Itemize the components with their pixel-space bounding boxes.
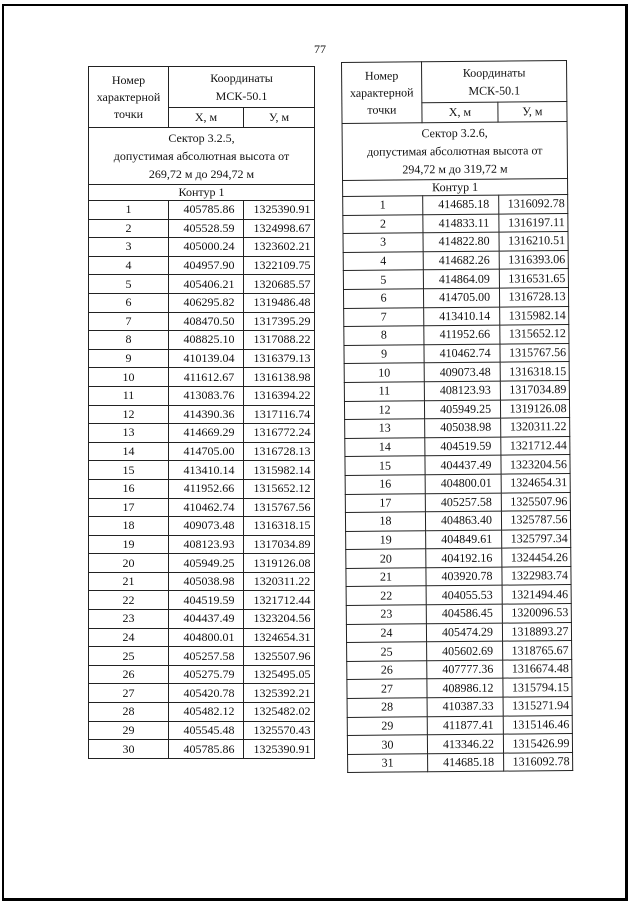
- table-row: [89, 721, 315, 740]
- y-value: 1323204.56: [501, 455, 570, 474]
- table-row: [343, 232, 568, 253]
- y-value: 1324654.31: [501, 473, 570, 492]
- table-row: [344, 380, 569, 401]
- y-value: 1324654.31: [244, 628, 315, 647]
- x-value: 411952.66: [424, 325, 500, 344]
- x-value: 411952.66: [169, 479, 244, 498]
- y-value: 1317088.22: [244, 331, 315, 350]
- x-value: 405545.48: [169, 721, 244, 740]
- point-number: 31: [348, 754, 428, 773]
- point-number: 13: [89, 424, 169, 443]
- x-value: 404863.40: [425, 511, 501, 530]
- table-row: [347, 697, 572, 718]
- table-row: [89, 405, 315, 424]
- table-row: [89, 275, 315, 294]
- table-row: [343, 287, 568, 308]
- x-value: 404519.59: [425, 437, 501, 456]
- x-value: 404519.59: [169, 591, 244, 610]
- table-row: [347, 678, 572, 699]
- point-number: 7: [344, 307, 424, 326]
- contour-label: Контур 1: [343, 179, 568, 197]
- point-number: 29: [347, 716, 427, 735]
- left-table-body: [89, 67, 315, 759]
- point-number-header: Номер характерной точки: [89, 67, 169, 128]
- point-number: 21: [346, 568, 426, 587]
- table-row: [348, 752, 573, 773]
- point-number: 12: [344, 400, 424, 419]
- table-row: [346, 604, 571, 625]
- point-number: 10: [89, 368, 169, 387]
- table-row: [89, 386, 315, 405]
- table-row: [345, 455, 570, 476]
- x-value: 405482.12: [169, 703, 244, 722]
- x-value: 407777.36: [427, 660, 503, 679]
- table-row: [89, 293, 315, 312]
- table-row: [89, 572, 315, 591]
- x-value: 408470.50: [169, 312, 244, 331]
- table-row: [344, 343, 569, 364]
- table-row: [343, 213, 568, 234]
- y-value: 1316210.51: [499, 232, 568, 251]
- x-value: 410462.74: [424, 344, 500, 363]
- point-number: 28: [347, 698, 427, 717]
- point-number: 19: [346, 530, 426, 549]
- point-number: 5: [343, 270, 423, 289]
- y-value: 1316197.11: [499, 213, 568, 232]
- y-value: 1317034.89: [244, 535, 315, 554]
- point-number: 30: [347, 735, 427, 754]
- y-value: 1322109.75: [244, 256, 315, 275]
- table-row: [347, 734, 572, 755]
- y-value: 1315794.15: [503, 678, 572, 697]
- point-number: 17: [89, 498, 169, 517]
- coordinates-title: Координаты: [462, 64, 526, 80]
- y-value: 1316092.78: [504, 752, 573, 771]
- point-number: 15: [89, 461, 169, 480]
- table-row: [89, 647, 315, 666]
- table-row: [347, 659, 572, 680]
- y-value: 1318765.67: [503, 641, 572, 660]
- x-value: 405257.58: [425, 493, 501, 512]
- point-number: 5: [89, 275, 169, 294]
- point-number: 1: [89, 201, 169, 220]
- y-value: 1325797.34: [502, 529, 571, 548]
- y-value: 1320685.57: [244, 275, 315, 294]
- y-value: 1319486.48: [244, 293, 315, 312]
- point-number: 14: [345, 438, 425, 457]
- point-number: 9: [89, 349, 169, 368]
- y-value: 1325507.96: [501, 492, 570, 511]
- coordinate-system: МСК-50.1: [468, 82, 521, 98]
- x-value: 405528.59: [169, 219, 244, 238]
- table-row: [89, 740, 315, 759]
- table-row: [343, 250, 568, 271]
- table-row: [89, 517, 315, 536]
- table-row: [345, 473, 570, 494]
- y-value: 1324454.26: [502, 548, 571, 567]
- y-value: 1316138.98: [244, 368, 315, 387]
- table-row: [89, 479, 315, 498]
- x-header: Х, м: [169, 108, 244, 128]
- point-number: 26: [89, 665, 169, 684]
- sector-line-2: допустимая абсолютная высота от: [366, 143, 543, 159]
- point-number: 8: [89, 331, 169, 350]
- table-row: [89, 312, 315, 331]
- y-value: 1315652.12: [244, 479, 315, 498]
- x-value: 410462.74: [169, 498, 244, 517]
- x-value: 405038.98: [425, 418, 501, 437]
- y-value: 1315652.12: [500, 325, 569, 344]
- point-number: 22: [346, 586, 426, 605]
- header-row-1: [89, 67, 315, 108]
- point-number: 21: [89, 572, 169, 591]
- y-value: 1325495.05: [244, 665, 315, 684]
- table-row: [345, 436, 570, 457]
- point-number: 7: [89, 312, 169, 331]
- table-row: [89, 461, 315, 480]
- x-value: 414833.11: [423, 214, 499, 233]
- x-value: 404192.16: [426, 548, 502, 567]
- point-number: 30: [89, 740, 169, 759]
- y-value: 1317034.89: [500, 380, 569, 399]
- y-value: 1321494.46: [502, 585, 571, 604]
- x-value: 414705.00: [423, 288, 499, 307]
- y-value: 1317116.74: [244, 405, 315, 424]
- y-value: 1323204.56: [244, 610, 315, 629]
- point-number: 16: [89, 479, 169, 498]
- y-value: 1320096.53: [502, 604, 571, 623]
- y-value: 1315982.14: [500, 306, 569, 325]
- point-number: 17: [345, 493, 425, 512]
- x-value: 404800.01: [425, 474, 501, 493]
- x-value: 414705.00: [169, 442, 244, 461]
- y-value: 1317395.29: [244, 312, 315, 331]
- sector-caption: [89, 128, 315, 185]
- x-header: Х, м: [422, 102, 498, 123]
- sector-line-2: допустимая абсолютная высота от: [113, 149, 290, 163]
- x-value: 405949.25: [169, 554, 244, 573]
- point-number: 9: [344, 345, 424, 364]
- x-value: 405038.98: [169, 572, 244, 591]
- table-row: [345, 511, 570, 532]
- table-row: [89, 219, 315, 238]
- x-value: 413410.14: [169, 461, 244, 480]
- x-value: 405257.58: [169, 647, 244, 666]
- x-value: 414682.26: [423, 251, 499, 270]
- table-row: [346, 529, 571, 550]
- point-number: 16: [345, 475, 425, 494]
- table-row: [344, 399, 569, 420]
- table-row: [344, 325, 569, 346]
- sector-line-3: 294,72 м до 319,72 м: [402, 161, 508, 177]
- y-value: 1319126.08: [244, 554, 315, 573]
- x-value: 413346.22: [427, 734, 503, 753]
- x-value: 411612.67: [169, 368, 244, 387]
- y-value: 1316393.06: [499, 250, 568, 269]
- y-value: 1324998.67: [244, 219, 315, 238]
- sector-line-3: 269,72 м до 294,72 м: [148, 167, 255, 181]
- y-value: 1316772.24: [244, 424, 315, 443]
- point-number: 23: [89, 610, 169, 629]
- table-row: [347, 641, 572, 662]
- y-value: 1325787.56: [501, 511, 570, 530]
- x-value: 404586.45: [426, 604, 502, 623]
- table-row: [89, 424, 315, 443]
- x-value: 404055.53: [426, 586, 502, 605]
- coordinates-table-right: [341, 60, 573, 773]
- y-value: 1316379.13: [244, 349, 315, 368]
- y-value: 1316318.15: [500, 362, 569, 381]
- sector-row: [89, 128, 315, 185]
- y-value: 1316674.48: [503, 659, 572, 678]
- point-number: 1: [343, 196, 423, 215]
- contour-label: Контур 1: [89, 185, 315, 201]
- table-row: [346, 548, 571, 569]
- x-value: 410387.33: [427, 697, 503, 716]
- y-value: 1319126.08: [500, 399, 569, 418]
- point-number: 6: [343, 289, 423, 308]
- y-value: 1316318.15: [244, 517, 315, 536]
- table-row: [89, 201, 315, 220]
- y-value: 1315767.56: [500, 343, 569, 362]
- y-value: 1316394.22: [244, 386, 315, 405]
- y-value: 1318893.27: [502, 622, 571, 641]
- table-row: [89, 368, 315, 387]
- coordinates-header: [422, 61, 567, 103]
- y-value: 1322983.74: [502, 566, 571, 585]
- x-value: 405420.78: [169, 684, 244, 703]
- x-value: 403920.78: [426, 567, 502, 586]
- y-value: 1325390.91: [244, 740, 315, 759]
- table-row: [343, 269, 568, 290]
- point-number: 26: [347, 661, 427, 680]
- x-value: 414864.09: [423, 270, 499, 289]
- coordinates-header: [169, 67, 315, 108]
- point-number: 2: [89, 219, 169, 238]
- point-number: 4: [89, 256, 169, 275]
- y-value: 1325390.91: [244, 201, 315, 220]
- x-value: 408986.12: [427, 679, 503, 698]
- x-value: 414390.36: [169, 405, 244, 424]
- y-value: 1325392.21: [244, 684, 315, 703]
- point-number: 12: [89, 405, 169, 424]
- point-number: 28: [89, 703, 169, 722]
- x-value: 404800.01: [169, 628, 244, 647]
- point-number: 3: [343, 233, 423, 252]
- y-value: 1325507.96: [244, 647, 315, 666]
- point-number: 23: [346, 605, 426, 624]
- table-row: [347, 715, 572, 736]
- table-row: [89, 498, 315, 517]
- table-row: [89, 684, 315, 703]
- point-number: 20: [89, 554, 169, 573]
- table-row: [345, 492, 570, 513]
- point-number: 18: [345, 512, 425, 531]
- point-number: 24: [89, 628, 169, 647]
- x-value: 413083.76: [169, 386, 244, 405]
- coordinates-table-left: [88, 66, 315, 759]
- point-number: 13: [345, 419, 425, 438]
- x-value: 404437.49: [425, 455, 501, 474]
- y-value: 1320311.22: [501, 418, 570, 437]
- table-row: [344, 362, 569, 383]
- table-row: [344, 306, 569, 327]
- point-number: 25: [89, 647, 169, 666]
- x-value: 413410.14: [424, 307, 500, 326]
- x-value: 404849.61: [426, 530, 502, 549]
- x-value: 404957.90: [169, 256, 244, 275]
- table-row: [89, 554, 315, 573]
- page-number: 77: [314, 42, 326, 56]
- y-value: 1325482.02: [244, 703, 315, 722]
- point-number: 19: [89, 535, 169, 554]
- y-value: 1323602.21: [244, 238, 315, 257]
- table-row: [89, 331, 315, 350]
- y-value: 1315271.94: [503, 697, 572, 716]
- x-value: 410139.04: [169, 349, 244, 368]
- table-row: [89, 591, 315, 610]
- x-value: 404437.49: [169, 610, 244, 629]
- point-number: 27: [347, 679, 427, 698]
- point-number: 6: [89, 293, 169, 312]
- coordinates-title: Координаты: [210, 70, 273, 85]
- x-value: 409073.48: [169, 517, 244, 536]
- sector-line-1: Сектор 3.2.6,: [421, 125, 488, 141]
- point-number: 11: [89, 386, 169, 405]
- table-row: [89, 238, 315, 257]
- point-number: 8: [344, 326, 424, 345]
- point-number: 10: [344, 363, 424, 382]
- sector-line-1: Сектор 3.2.5,: [168, 131, 235, 145]
- table-row: [89, 628, 315, 647]
- contour-row: [343, 179, 568, 197]
- y-header: У, м: [498, 102, 567, 123]
- sector-caption: [342, 122, 567, 181]
- y-value: 1315982.14: [244, 461, 315, 480]
- x-value: 411877.41: [427, 716, 503, 735]
- table-row: [89, 610, 315, 629]
- x-value: 409073.48: [424, 362, 500, 381]
- y-value: 1316728.13: [499, 287, 568, 306]
- y-value: 1321712.44: [244, 591, 315, 610]
- contour-row: [89, 185, 315, 201]
- table-row: [89, 442, 315, 461]
- y-value: 1321712.44: [501, 436, 570, 455]
- table-row: [89, 535, 315, 554]
- x-value: 406295.82: [169, 293, 244, 312]
- table-row: [89, 703, 315, 722]
- point-number: 25: [347, 642, 427, 661]
- point-number: 15: [345, 456, 425, 475]
- point-number: 4: [343, 252, 423, 271]
- x-value: 414669.29: [169, 424, 244, 443]
- point-number: 22: [89, 591, 169, 610]
- point-number: 20: [346, 549, 426, 568]
- y-value: 1316092.78: [499, 195, 568, 214]
- x-value: 405474.29: [426, 623, 502, 642]
- x-value: 405602.69: [427, 641, 503, 660]
- coordinate-system: МСК-50.1: [215, 88, 268, 103]
- table-row: [345, 418, 570, 439]
- table-row: [89, 256, 315, 275]
- table-row: [343, 195, 568, 216]
- y-value: 1315426.99: [503, 734, 572, 753]
- y-value: 1315767.56: [244, 498, 315, 517]
- point-number: 24: [346, 623, 426, 642]
- x-value: 408825.10: [169, 331, 244, 350]
- x-value: 405275.79: [169, 665, 244, 684]
- x-value: 414685.18: [428, 753, 504, 772]
- point-number: 27: [89, 684, 169, 703]
- x-value: 405785.86: [169, 201, 244, 220]
- x-value: 408123.93: [169, 535, 244, 554]
- x-value: 405000.24: [169, 238, 244, 257]
- header-row-1: [342, 61, 567, 104]
- table-row: [89, 665, 315, 684]
- point-number: 29: [89, 721, 169, 740]
- x-value: 405949.25: [424, 400, 500, 419]
- y-value: 1325570.43: [244, 721, 315, 740]
- point-number: 18: [89, 517, 169, 536]
- x-value: 414685.18: [423, 195, 499, 214]
- y-value: 1315146.46: [503, 715, 572, 734]
- point-number: 11: [344, 382, 424, 401]
- x-value: 414822.80: [423, 232, 499, 251]
- y-header: У, м: [244, 108, 315, 128]
- table-row: [89, 349, 315, 368]
- sector-row: [342, 122, 567, 181]
- x-value: 405406.21: [169, 275, 244, 294]
- point-number: 14: [89, 442, 169, 461]
- y-value: 1320311.22: [244, 572, 315, 591]
- right-table-body: [342, 61, 573, 773]
- table-row: [346, 585, 571, 606]
- table-row: [346, 622, 571, 643]
- y-value: 1316531.65: [499, 269, 568, 288]
- x-value: 405785.86: [169, 740, 244, 759]
- y-value: 1316728.13: [244, 442, 315, 461]
- x-value: 408123.93: [424, 381, 500, 400]
- point-number-header: Номер характерной точки: [342, 62, 423, 124]
- point-number: 3: [89, 238, 169, 257]
- point-number: 2: [343, 214, 423, 233]
- table-row: [346, 566, 571, 587]
